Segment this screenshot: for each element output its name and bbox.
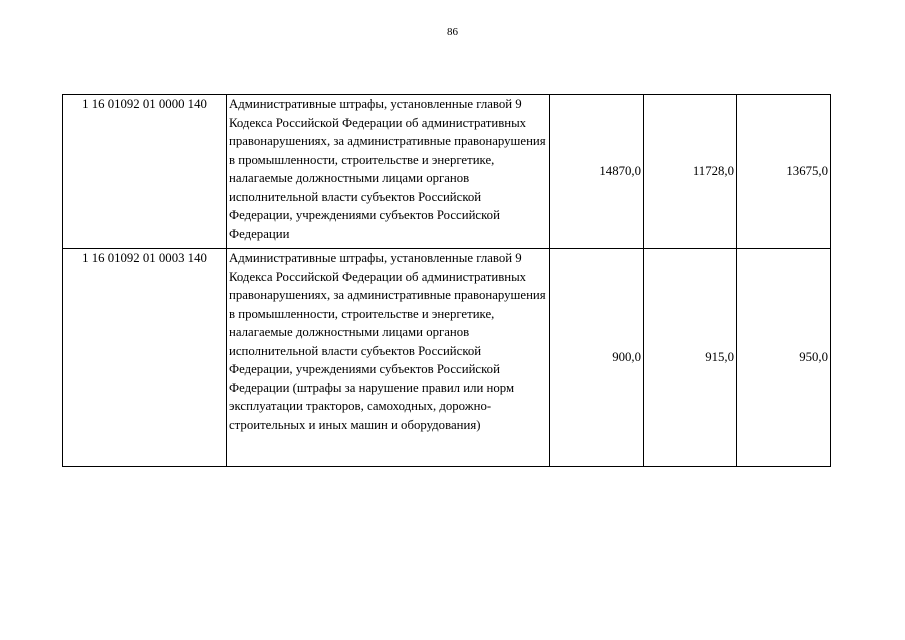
budget-table: [62, 94, 831, 467]
description-cell: Административные штрафы, установленные главой 9 Кодекса Российской Федерации об административных правонарушениях, за административные правонарушения в промышленности, строительстве и энергетике, налагаемые должностными лицами органов исполнительной власти субъектов Российской Федерации, учреждениями субъектов Российской Федерации: [227, 95, 550, 249]
amount-cell-1: 900,0: [550, 249, 644, 467]
amount-cell-3: 13675,0: [737, 95, 831, 249]
table-row: [63, 95, 831, 249]
description-cell: Административные штрафы, установленные главой 9 Кодекса Российской Федерации об административных правонарушениях, за административные правонарушения в промышленности, строительстве и энергетике, налагаемые должностными лицами органов исполнительной власти субъектов Российской Федерации, учреждениями субъектов Российской Федерации (штрафы за нарушение правил или норм эксплуатации тракторов, самоходных, дорожно-строительных и иных машин и оборудования): [227, 249, 550, 467]
amount-cell-3: 950,0: [737, 249, 831, 467]
budget-code-cell: 1 16 01092 01 0003 140: [63, 249, 227, 467]
amount-cell-2: 915,0: [644, 249, 737, 467]
budget-code-cell: 1 16 01092 01 0000 140: [63, 95, 227, 249]
page-number: 86: [447, 26, 458, 38]
amount-cell-2: 11728,0: [644, 95, 737, 249]
table-row: [63, 249, 831, 467]
amount-cell-1: 14870,0: [550, 95, 644, 249]
